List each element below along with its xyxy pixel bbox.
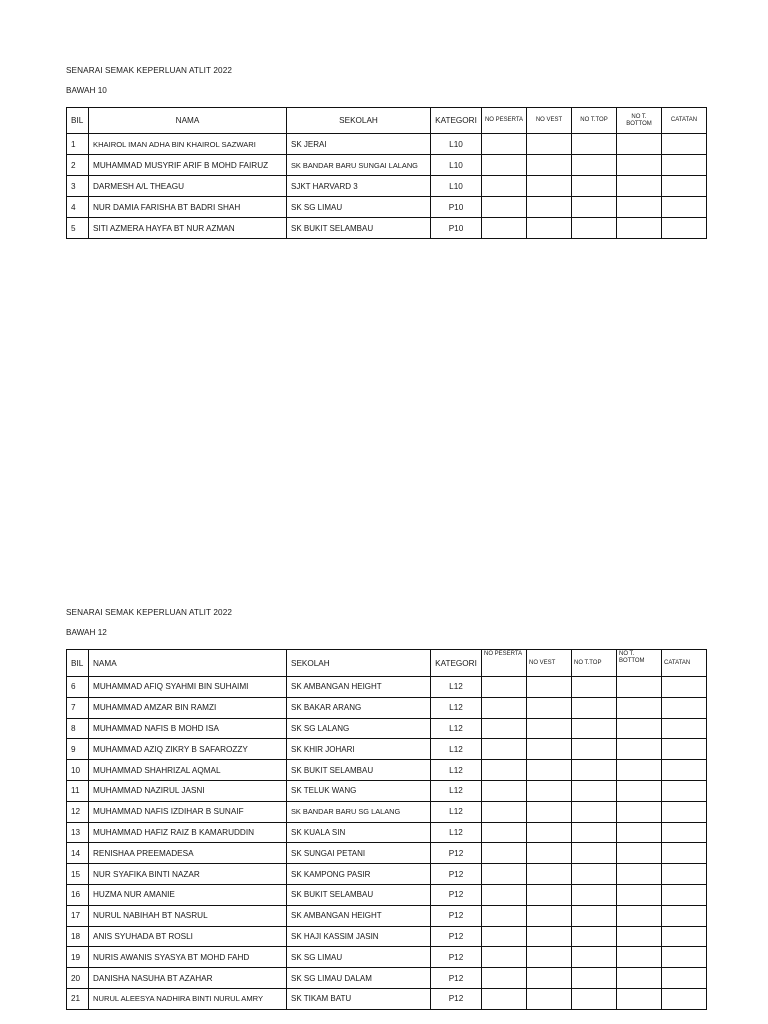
header-no-peserta: NO PESERTA bbox=[482, 650, 527, 677]
cell-no-peserta[interactable] bbox=[482, 697, 527, 718]
table-row bbox=[67, 968, 707, 989]
cell-no-ttop[interactable] bbox=[572, 134, 617, 155]
table-row bbox=[67, 843, 707, 864]
cell-sekolah: SK BANDAR BARU SUNGAI LALANG bbox=[287, 155, 431, 176]
cell-nama: MUHAMMAD AZIQ ZIKRY B SAFAROZZY bbox=[89, 739, 287, 760]
cell-no-tbottom[interactable] bbox=[617, 718, 662, 739]
cell-catatan[interactable] bbox=[662, 822, 707, 843]
cell-catatan[interactable] bbox=[662, 218, 707, 239]
cell-catatan[interactable] bbox=[662, 801, 707, 822]
cell-no-vest[interactable] bbox=[527, 905, 572, 926]
cell-nama: DARMESH A/L THEAGU bbox=[89, 176, 287, 197]
cell-no-peserta[interactable] bbox=[482, 988, 527, 1009]
cell-no-tbottom[interactable] bbox=[617, 947, 662, 968]
cell-kategori: P12 bbox=[431, 926, 482, 947]
cell-no-vest[interactable] bbox=[527, 884, 572, 905]
cell-no-peserta[interactable] bbox=[482, 197, 527, 218]
cell-bil: 9 bbox=[67, 739, 89, 760]
header-no-ttop: NO T.TOP bbox=[572, 108, 617, 134]
cell-no-tbottom[interactable] bbox=[617, 822, 662, 843]
cell-no-ttop[interactable] bbox=[572, 760, 617, 781]
cell-bil: 7 bbox=[67, 697, 89, 718]
table-row bbox=[67, 884, 707, 905]
cell-no-ttop[interactable] bbox=[572, 843, 617, 864]
cell-catatan[interactable] bbox=[662, 155, 707, 176]
cell-nama: NURUL NABIHAH BT NASRUL bbox=[89, 905, 287, 926]
header-sekolah: SEKOLAH bbox=[287, 108, 431, 134]
header-nama: NAMA bbox=[89, 650, 287, 677]
athlete-checklist-table bbox=[66, 107, 707, 239]
table-row bbox=[67, 801, 707, 822]
cell-bil: 18 bbox=[67, 926, 89, 947]
cell-no-peserta[interactable] bbox=[482, 218, 527, 239]
cell-kategori: P12 bbox=[431, 988, 482, 1009]
cell-no-ttop[interactable] bbox=[572, 197, 617, 218]
cell-catatan[interactable] bbox=[662, 739, 707, 760]
cell-no-vest[interactable] bbox=[527, 822, 572, 843]
cell-sekolah: SK SUNGAI PETANI bbox=[287, 843, 431, 864]
table-row bbox=[67, 760, 707, 781]
header-no-vest: NO VEST bbox=[527, 108, 572, 134]
cell-no-tbottom[interactable] bbox=[617, 988, 662, 1009]
cell-no-peserta[interactable] bbox=[482, 968, 527, 989]
header-no-peserta: NO PESERTA bbox=[482, 108, 527, 134]
table-row bbox=[67, 926, 707, 947]
cell-kategori: L12 bbox=[431, 739, 482, 760]
cell-sekolah: SK BUKIT SELAMBAU bbox=[287, 884, 431, 905]
cell-kategori: P12 bbox=[431, 843, 482, 864]
cell-no-peserta[interactable] bbox=[482, 134, 527, 155]
table-row bbox=[67, 947, 707, 968]
cell-catatan[interactable] bbox=[662, 864, 707, 885]
cell-catatan[interactable] bbox=[662, 968, 707, 989]
cell-no-ttop[interactable] bbox=[572, 968, 617, 989]
header-bil: BIL bbox=[67, 650, 89, 677]
cell-nama: ANIS SYUHADA BT ROSLI bbox=[89, 926, 287, 947]
athlete-checklist-table bbox=[66, 649, 707, 1010]
cell-catatan[interactable] bbox=[662, 905, 707, 926]
header-no-tbottom: NO T. BOTTOM bbox=[617, 650, 662, 677]
header-no-tbottom: NO T. BOTTOM bbox=[617, 108, 662, 134]
cell-no-vest[interactable] bbox=[527, 197, 572, 218]
cell-bil: 3 bbox=[67, 176, 89, 197]
cell-nama: NURUL ALEESYA NADHIRA BINTI NURUL AMRY bbox=[89, 988, 287, 1009]
cell-sekolah: SK TELUK WANG bbox=[287, 780, 431, 801]
cell-no-tbottom[interactable] bbox=[617, 176, 662, 197]
table-row bbox=[67, 822, 707, 843]
header-no-ttop: NO T.TOP bbox=[572, 650, 617, 677]
cell-bil: 4 bbox=[67, 197, 89, 218]
table-row bbox=[67, 218, 707, 239]
cell-sekolah: SK SG LIMAU bbox=[287, 197, 431, 218]
document-title: SENARAI SEMAK KEPERLUAN ATLIT 2022 bbox=[66, 608, 233, 617]
cell-bil: 12 bbox=[67, 801, 89, 822]
cell-no-tbottom[interactable] bbox=[617, 739, 662, 760]
table-header-row bbox=[67, 650, 707, 677]
cell-no-ttop[interactable] bbox=[572, 947, 617, 968]
cell-bil: 20 bbox=[67, 968, 89, 989]
cell-sekolah: SK BAKAR ARANG bbox=[287, 697, 431, 718]
cell-nama: RENISHAA PREEMADESA bbox=[89, 843, 287, 864]
cell-kategori: P10 bbox=[431, 218, 482, 239]
cell-sekolah: SK SG LIMAU bbox=[287, 947, 431, 968]
cell-nama: MUHAMMAD AFIQ SYAHMI BIN SUHAIMI bbox=[89, 677, 287, 698]
cell-nama: KHAIROL IMAN ADHA BIN KHAIROL SAZWARI bbox=[89, 134, 287, 155]
cell-no-tbottom[interactable] bbox=[617, 884, 662, 905]
table-row bbox=[67, 864, 707, 885]
cell-no-peserta[interactable] bbox=[482, 947, 527, 968]
cell-catatan[interactable] bbox=[662, 780, 707, 801]
cell-bil: 14 bbox=[67, 843, 89, 864]
cell-sekolah: SJKT HARVARD 3 bbox=[287, 176, 431, 197]
cell-no-peserta[interactable] bbox=[482, 843, 527, 864]
cell-no-ttop[interactable] bbox=[572, 926, 617, 947]
cell-no-peserta[interactable] bbox=[482, 739, 527, 760]
cell-nama: NUR SYAFIKA BINTI NAZAR bbox=[89, 864, 287, 885]
cell-no-ttop[interactable] bbox=[572, 176, 617, 197]
cell-no-vest[interactable] bbox=[527, 947, 572, 968]
cell-no-tbottom[interactable] bbox=[617, 864, 662, 885]
table-row bbox=[67, 197, 707, 218]
cell-bil: 19 bbox=[67, 947, 89, 968]
cell-no-tbottom[interactable] bbox=[617, 926, 662, 947]
cell-bil: 10 bbox=[67, 760, 89, 781]
cell-nama: MUHAMMAD NAZIRUL JASNI bbox=[89, 780, 287, 801]
cell-bil: 16 bbox=[67, 884, 89, 905]
cell-no-vest[interactable] bbox=[527, 801, 572, 822]
cell-kategori: P12 bbox=[431, 968, 482, 989]
table-row bbox=[67, 155, 707, 176]
table-row bbox=[67, 677, 707, 698]
cell-bil: 15 bbox=[67, 864, 89, 885]
cell-bil: 2 bbox=[67, 155, 89, 176]
header-sekolah: SEKOLAH bbox=[287, 650, 431, 677]
cell-nama: NUR DAMIA FARISHA BT BADRI SHAH bbox=[89, 197, 287, 218]
cell-catatan[interactable] bbox=[662, 760, 707, 781]
cell-no-vest[interactable] bbox=[527, 739, 572, 760]
cell-sekolah: SK KUALA SIN bbox=[287, 822, 431, 843]
cell-no-ttop[interactable] bbox=[572, 822, 617, 843]
cell-catatan[interactable] bbox=[662, 843, 707, 864]
header-bil: BIL bbox=[67, 108, 89, 134]
table-row bbox=[67, 134, 707, 155]
cell-bil: 5 bbox=[67, 218, 89, 239]
cell-no-tbottom[interactable] bbox=[617, 134, 662, 155]
group-label: BAWAH 10 bbox=[66, 86, 107, 95]
cell-no-vest[interactable] bbox=[527, 697, 572, 718]
cell-kategori: L10 bbox=[431, 176, 482, 197]
cell-no-ttop[interactable] bbox=[572, 864, 617, 885]
cell-no-ttop[interactable] bbox=[572, 739, 617, 760]
cell-catatan[interactable] bbox=[662, 947, 707, 968]
cell-kategori: L12 bbox=[431, 677, 482, 698]
header-catatan: CATATAN bbox=[662, 650, 707, 677]
cell-no-ttop[interactable] bbox=[572, 718, 617, 739]
cell-no-peserta[interactable] bbox=[482, 780, 527, 801]
cell-no-peserta[interactable] bbox=[482, 176, 527, 197]
table-row bbox=[67, 905, 707, 926]
cell-sekolah: SK BANDAR BARU SG LALANG bbox=[287, 801, 431, 822]
cell-catatan[interactable] bbox=[662, 884, 707, 905]
cell-no-peserta[interactable] bbox=[482, 905, 527, 926]
cell-bil: 6 bbox=[67, 677, 89, 698]
cell-no-ttop[interactable] bbox=[572, 697, 617, 718]
cell-kategori: L12 bbox=[431, 801, 482, 822]
cell-no-vest[interactable] bbox=[527, 780, 572, 801]
cell-kategori: P12 bbox=[431, 947, 482, 968]
cell-kategori: P12 bbox=[431, 864, 482, 885]
table-row bbox=[67, 697, 707, 718]
cell-kategori: P12 bbox=[431, 905, 482, 926]
cell-sekolah: SK JERAI bbox=[287, 134, 431, 155]
cell-no-tbottom[interactable] bbox=[617, 197, 662, 218]
cell-nama: HUZMA NUR AMANIE bbox=[89, 884, 287, 905]
cell-no-vest[interactable] bbox=[527, 968, 572, 989]
cell-kategori: L10 bbox=[431, 134, 482, 155]
cell-no-ttop[interactable] bbox=[572, 218, 617, 239]
cell-kategori: L12 bbox=[431, 760, 482, 781]
cell-no-peserta[interactable] bbox=[482, 801, 527, 822]
cell-no-vest[interactable] bbox=[527, 155, 572, 176]
cell-sekolah: SK TIKAM BATU bbox=[287, 988, 431, 1009]
cell-catatan[interactable] bbox=[662, 926, 707, 947]
cell-no-vest[interactable] bbox=[527, 176, 572, 197]
cell-no-peserta[interactable] bbox=[482, 677, 527, 698]
cell-sekolah: SK SG LALANG bbox=[287, 718, 431, 739]
table-row bbox=[67, 718, 707, 739]
cell-bil: 11 bbox=[67, 780, 89, 801]
cell-sekolah: SK HAJI KASSIM JASIN bbox=[287, 926, 431, 947]
cell-sekolah: SK KAMPONG PASIR bbox=[287, 864, 431, 885]
cell-nama: MUHAMMAD MUSYRIF ARIF B MOHD FAIRUZ bbox=[89, 155, 287, 176]
cell-bil: 8 bbox=[67, 718, 89, 739]
cell-no-tbottom[interactable] bbox=[617, 843, 662, 864]
cell-no-tbottom[interactable] bbox=[617, 780, 662, 801]
cell-sekolah: SK KHIR JOHARI bbox=[287, 739, 431, 760]
cell-no-tbottom[interactable] bbox=[617, 968, 662, 989]
header-kategori: KATEGORI bbox=[431, 108, 482, 134]
cell-no-tbottom[interactable] bbox=[617, 760, 662, 781]
cell-sekolah: SK SG LIMAU DALAM bbox=[287, 968, 431, 989]
cell-no-ttop[interactable] bbox=[572, 801, 617, 822]
cell-kategori: L12 bbox=[431, 780, 482, 801]
cell-bil: 21 bbox=[67, 988, 89, 1009]
cell-kategori: P10 bbox=[431, 197, 482, 218]
cell-no-ttop[interactable] bbox=[572, 905, 617, 926]
cell-nama: MUHAMMAD NAFIS IZDIHAR B SUNAIF bbox=[89, 801, 287, 822]
cell-nama: MUHAMMAD HAFIZ RAIZ B KAMARUDDIN bbox=[89, 822, 287, 843]
cell-no-ttop[interactable] bbox=[572, 780, 617, 801]
cell-sekolah: SK AMBANGAN HEIGHT bbox=[287, 677, 431, 698]
cell-no-tbottom[interactable] bbox=[617, 801, 662, 822]
cell-no-ttop[interactable] bbox=[572, 884, 617, 905]
cell-no-vest[interactable] bbox=[527, 926, 572, 947]
group-label: BAWAH 12 bbox=[66, 628, 107, 637]
cell-no-vest[interactable] bbox=[527, 864, 572, 885]
cell-kategori: L12 bbox=[431, 718, 482, 739]
cell-catatan[interactable] bbox=[662, 134, 707, 155]
cell-no-vest[interactable] bbox=[527, 988, 572, 1009]
cell-sekolah: SK BUKIT SELAMBAU bbox=[287, 760, 431, 781]
cell-catatan[interactable] bbox=[662, 697, 707, 718]
table-header-row bbox=[67, 108, 707, 134]
table-row bbox=[67, 739, 707, 760]
cell-no-tbottom[interactable] bbox=[617, 905, 662, 926]
cell-bil: 17 bbox=[67, 905, 89, 926]
table-body bbox=[67, 677, 707, 1010]
document-title: SENARAI SEMAK KEPERLUAN ATLIT 2022 bbox=[66, 66, 233, 75]
header-nama: NAMA bbox=[89, 108, 287, 134]
header-kategori: KATEGORI bbox=[431, 650, 482, 677]
cell-no-ttop[interactable] bbox=[572, 988, 617, 1009]
cell-nama: MUHAMMAD AMZAR BIN RAMZI bbox=[89, 697, 287, 718]
cell-no-vest[interactable] bbox=[527, 134, 572, 155]
cell-bil: 13 bbox=[67, 822, 89, 843]
cell-kategori: L12 bbox=[431, 697, 482, 718]
cell-sekolah: SK BUKIT SELAMBAU bbox=[287, 218, 431, 239]
cell-bil: 1 bbox=[67, 134, 89, 155]
cell-kategori: L12 bbox=[431, 822, 482, 843]
cell-no-peserta[interactable] bbox=[482, 884, 527, 905]
table-row bbox=[67, 176, 707, 197]
cell-no-vest[interactable] bbox=[527, 718, 572, 739]
cell-no-peserta[interactable] bbox=[482, 822, 527, 843]
table-row bbox=[67, 988, 707, 1009]
cell-catatan[interactable] bbox=[662, 718, 707, 739]
cell-catatan[interactable] bbox=[662, 988, 707, 1009]
cell-no-vest[interactable] bbox=[527, 677, 572, 698]
table-row bbox=[67, 780, 707, 801]
cell-catatan[interactable] bbox=[662, 677, 707, 698]
header-no-vest: NO VEST bbox=[527, 650, 572, 677]
cell-kategori: L10 bbox=[431, 155, 482, 176]
cell-catatan[interactable] bbox=[662, 197, 707, 218]
cell-no-peserta[interactable] bbox=[482, 864, 527, 885]
cell-no-tbottom[interactable] bbox=[617, 155, 662, 176]
cell-no-vest[interactable] bbox=[527, 843, 572, 864]
cell-no-tbottom[interactable] bbox=[617, 697, 662, 718]
cell-nama: NURIS AWANIS SYASYA BT MOHD FAHD bbox=[89, 947, 287, 968]
cell-no-ttop[interactable] bbox=[572, 677, 617, 698]
cell-catatan[interactable] bbox=[662, 176, 707, 197]
cell-no-vest[interactable] bbox=[527, 218, 572, 239]
header-catatan: CATATAN bbox=[662, 108, 707, 134]
cell-no-tbottom[interactable] bbox=[617, 677, 662, 698]
cell-no-peserta[interactable] bbox=[482, 926, 527, 947]
cell-nama: MUHAMMAD SHAHRIZAL AQMAL bbox=[89, 760, 287, 781]
cell-no-tbottom[interactable] bbox=[617, 218, 662, 239]
cell-nama: DANISHA NASUHA BT AZAHAR bbox=[89, 968, 287, 989]
cell-no-peserta[interactable] bbox=[482, 155, 527, 176]
cell-kategori: P12 bbox=[431, 884, 482, 905]
cell-no-peserta[interactable] bbox=[482, 760, 527, 781]
cell-no-ttop[interactable] bbox=[572, 155, 617, 176]
cell-no-vest[interactable] bbox=[527, 760, 572, 781]
cell-nama: SITI AZMERA HAYFA BT NUR AZMAN bbox=[89, 218, 287, 239]
cell-nama: MUHAMMAD NAFIS B MOHD ISA bbox=[89, 718, 287, 739]
table-body bbox=[67, 134, 707, 239]
cell-sekolah: SK AMBANGAN HEIGHT bbox=[287, 905, 431, 926]
cell-no-peserta[interactable] bbox=[482, 718, 527, 739]
